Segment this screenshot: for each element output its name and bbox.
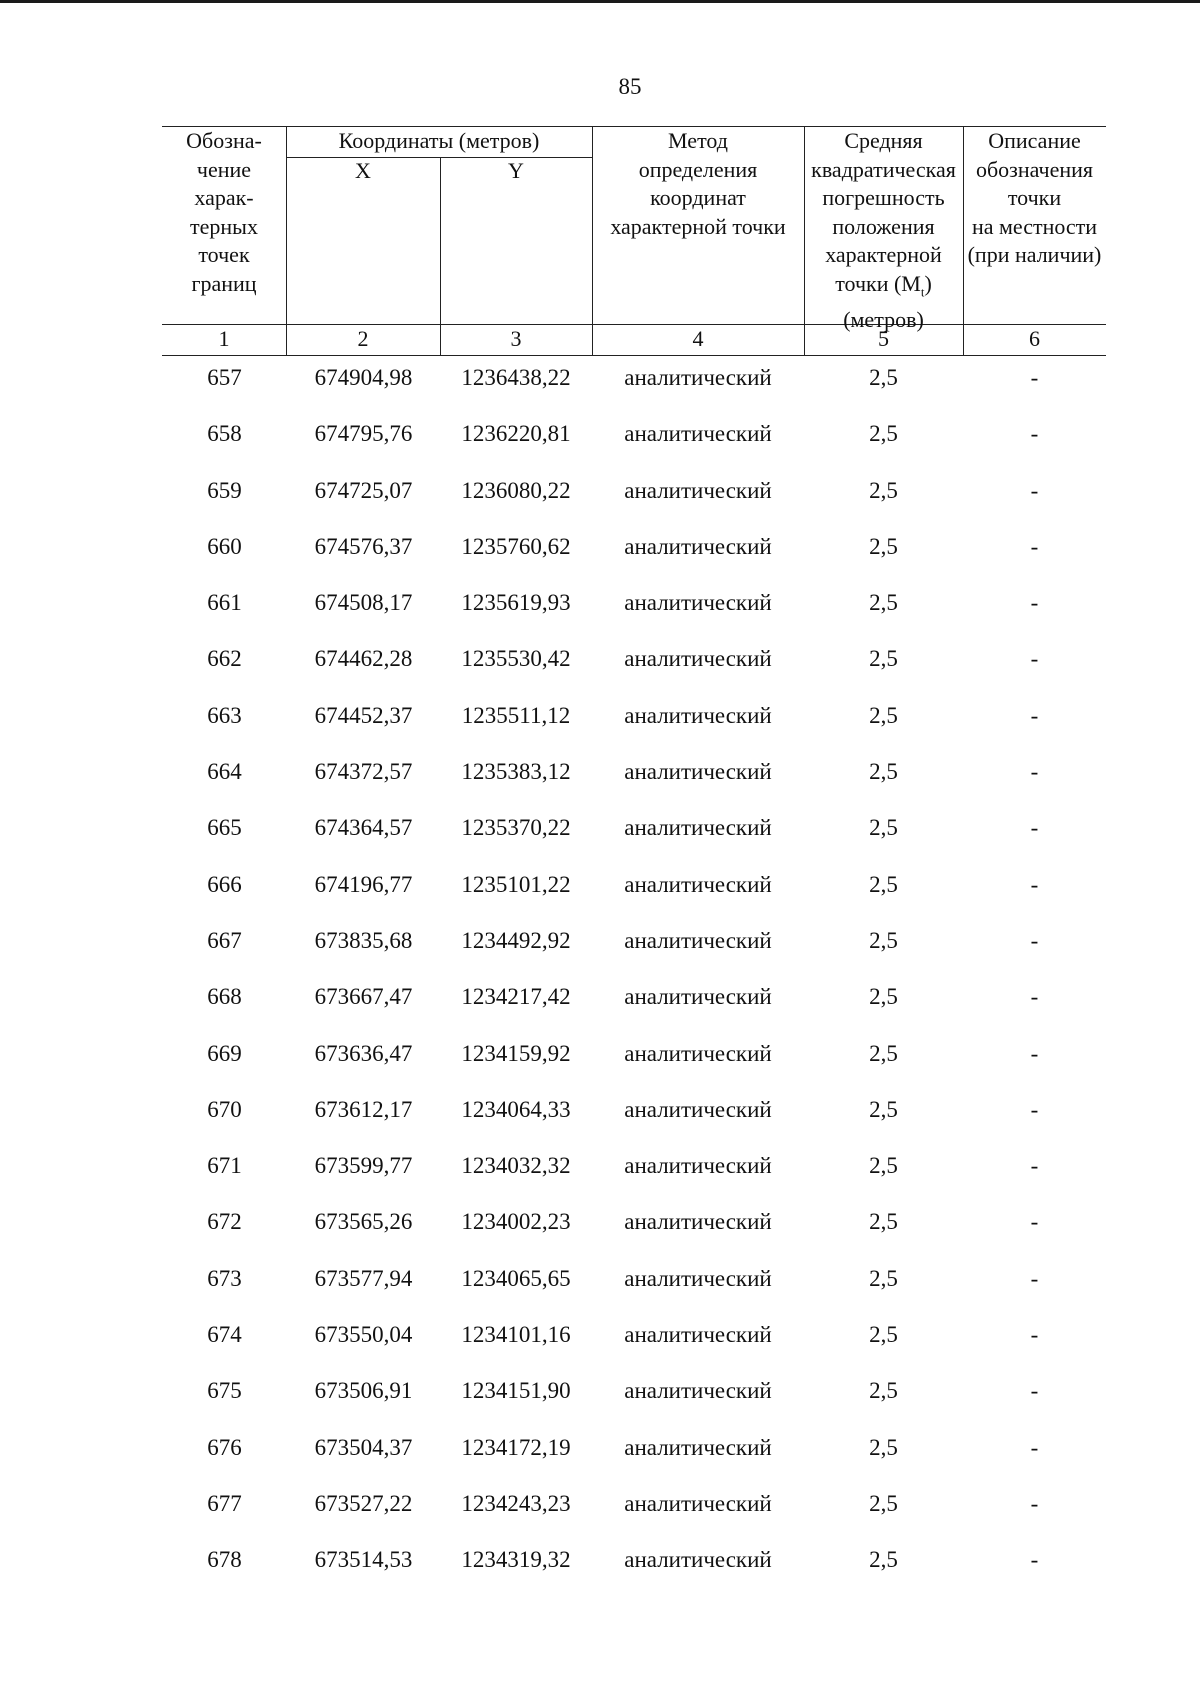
cell-description: - — [1030, 365, 1039, 390]
cell-coord-y: 1235101,22 — [461, 871, 571, 897]
cell-error: 2,5 — [869, 927, 898, 953]
cell-coord-x: 673527,22 — [314, 1490, 413, 1516]
cell-point-id: 658 — [207, 421, 242, 447]
cell-coord-y: 1236220,81 — [461, 421, 571, 447]
cell-point-id: 660 — [207, 533, 242, 559]
cell-coord-y: 1234032,32 — [461, 1153, 571, 1179]
table-row — [162, 690, 1106, 746]
cell-error: 2,5 — [869, 871, 898, 897]
cell-coord-y: 1234101,16 — [461, 1322, 571, 1348]
table-row — [162, 633, 1106, 689]
cell-coord-x: 674795,76 — [314, 421, 413, 447]
cell-error: 2,5 — [869, 1153, 898, 1179]
cell-description: - — [1030, 1322, 1039, 1348]
table-row — [162, 746, 1106, 802]
cell-error: 2,5 — [869, 590, 898, 616]
cell-coord-y: 1235760,62 — [461, 533, 571, 559]
table-row — [162, 802, 1106, 858]
cell-point-id: 663 — [207, 702, 242, 728]
cell-error: 2,5 — [869, 1209, 898, 1235]
cell-description: - — [1030, 1153, 1039, 1179]
cell-point-id: 665 — [207, 815, 242, 841]
header-description: Описание обозначения точки на местности (при наличии) — [967, 128, 1102, 267]
cell-description: - — [1030, 646, 1039, 672]
cell-description: - — [1030, 1490, 1039, 1516]
cell-coord-y: 1234064,33 — [461, 1096, 571, 1122]
cell-point-id: 671 — [207, 1153, 242, 1179]
cell-coord-y: 1235370,22 — [461, 815, 571, 841]
cell-method: аналитический — [624, 590, 772, 616]
cell-description: - — [1030, 1547, 1039, 1573]
cell-coord-x: 673565,26 — [314, 1209, 413, 1235]
cell-coord-x: 674508,17 — [314, 590, 413, 616]
cell-point-id: 673 — [207, 1265, 242, 1291]
table-row — [162, 971, 1106, 1027]
cell-coord-x: 673599,77 — [314, 1153, 413, 1179]
cell-method: аналитический — [624, 759, 772, 785]
table-row — [162, 521, 1106, 577]
header-method: Метод определения координат характерной точки — [610, 128, 786, 239]
cell-coord-x: 673506,91 — [314, 1378, 413, 1404]
cell-point-id: 670 — [207, 1096, 242, 1122]
cell-method: аналитический — [624, 1209, 772, 1235]
header-num-4: 4 — [692, 326, 704, 351]
table-row — [162, 1196, 1106, 1252]
cell-error: 2,5 — [869, 1547, 898, 1573]
cell-description: - — [1030, 590, 1039, 616]
table-row — [162, 1028, 1106, 1084]
header-num-3: 3 — [510, 326, 522, 351]
cell-description: - — [1030, 1209, 1039, 1235]
cell-error: 2,5 — [869, 646, 898, 672]
cell-error: 2,5 — [869, 1040, 898, 1066]
table-row — [162, 352, 1106, 408]
cell-method: аналитический — [624, 1547, 772, 1573]
cell-method: аналитический — [624, 871, 772, 897]
cell-method: аналитический — [624, 702, 772, 728]
table-row — [162, 1309, 1106, 1365]
cell-method: аналитический — [624, 477, 772, 503]
table-row — [162, 1534, 1106, 1590]
cell-method: аналитический — [624, 1434, 772, 1460]
cell-coord-y: 1235511,12 — [461, 702, 571, 728]
cell-coord-x: 673514,53 — [314, 1547, 413, 1573]
cell-point-id: 661 — [207, 590, 242, 616]
cell-coord-y: 1234159,92 — [461, 1040, 571, 1066]
cell-description: - — [1030, 702, 1039, 728]
cell-coord-x: 674576,37 — [314, 533, 413, 559]
cell-description: - — [1030, 984, 1039, 1010]
cell-coord-x: 673667,47 — [314, 984, 413, 1010]
cell-coord-y: 1234172,19 — [461, 1434, 571, 1460]
cell-error: 2,5 — [869, 1434, 898, 1460]
cell-coord-x: 673636,47 — [314, 1040, 413, 1066]
cell-error: 2,5 — [869, 759, 898, 785]
table-body — [162, 352, 1106, 1591]
cell-point-id: 674 — [207, 1322, 242, 1348]
header-point-designation: Обозна- чение харак- терных точек границ — [186, 128, 262, 296]
cell-coord-y: 1234151,90 — [461, 1378, 571, 1404]
cell-coord-x: 673612,17 — [314, 1096, 413, 1122]
cell-coord-y: 1234492,92 — [461, 927, 571, 953]
header-num-6: 6 — [1029, 326, 1040, 351]
cell-description: - — [1030, 1096, 1039, 1122]
header-coordinates-group: Координаты (метров) — [338, 128, 540, 153]
cell-description: - — [1030, 477, 1039, 503]
cell-description: - — [1030, 871, 1039, 897]
cell-description: - — [1030, 1378, 1039, 1404]
cell-error: 2,5 — [869, 815, 898, 841]
cell-description: - — [1030, 1434, 1039, 1460]
cell-point-id: 657 — [207, 365, 242, 390]
cell-point-id: 664 — [207, 759, 242, 785]
table-row — [162, 1253, 1106, 1309]
page-number: 85 — [618, 74, 642, 99]
cell-error: 2,5 — [869, 1490, 898, 1516]
header-x: X — [355, 158, 371, 183]
cell-coord-x: 673835,68 — [314, 927, 413, 953]
cell-method: аналитический — [624, 1040, 772, 1066]
cell-coord-x: 674196,77 — [314, 871, 413, 897]
header-num-5: 5 — [878, 326, 889, 351]
table-row — [162, 1140, 1106, 1196]
cell-method: аналитический — [624, 1378, 772, 1404]
table-row — [162, 465, 1106, 521]
cell-description: - — [1030, 927, 1039, 953]
cell-coord-x: 674462,28 — [314, 646, 413, 672]
cell-coord-x: 673550,04 — [314, 1322, 413, 1348]
cell-coord-x: 674725,07 — [314, 477, 413, 503]
cell-error: 2,5 — [869, 421, 898, 447]
table-row — [162, 408, 1106, 464]
header-y: Y — [508, 158, 524, 183]
page-top-border — [0, 0, 1200, 3]
cell-description: - — [1030, 421, 1039, 447]
cell-method: аналитический — [624, 1096, 772, 1122]
cell-error: 2,5 — [869, 984, 898, 1010]
cell-description: - — [1030, 1040, 1039, 1066]
cell-point-id: 675 — [207, 1378, 242, 1404]
cell-method: аналитический — [624, 365, 772, 390]
cell-coord-x: 673577,94 — [314, 1265, 413, 1291]
cell-error: 2,5 — [869, 477, 898, 503]
cell-point-id: 659 — [207, 477, 242, 503]
table-row — [162, 1478, 1106, 1534]
table-row — [162, 915, 1106, 971]
cell-coord-y: 1236438,22 — [461, 365, 571, 390]
cell-coord-y: 1234243,23 — [461, 1490, 571, 1516]
cell-coord-y: 1234002,23 — [461, 1209, 571, 1235]
cell-method: аналитический — [624, 646, 772, 672]
cell-coord-x: 674904,98 — [314, 365, 413, 390]
table-row — [162, 859, 1106, 915]
cell-coord-y: 1234217,42 — [461, 984, 571, 1010]
cell-error: 2,5 — [869, 533, 898, 559]
cell-coord-y: 1234065,65 — [461, 1265, 571, 1291]
cell-point-id: 678 — [207, 1547, 242, 1573]
header-num-2: 2 — [357, 326, 369, 351]
cell-error: 2,5 — [869, 1265, 898, 1291]
cell-method: аналитический — [624, 421, 772, 447]
cell-method: аналитический — [624, 815, 772, 841]
cell-coord-x: 674364,57 — [314, 815, 413, 841]
cell-method: аналитический — [624, 533, 772, 559]
cell-description: - — [1030, 1265, 1039, 1291]
table-row — [162, 1084, 1106, 1140]
cell-error: 2,5 — [869, 1096, 898, 1122]
table-header — [162, 126, 1106, 356]
header-num-1: 1 — [218, 326, 230, 351]
cell-point-id: 666 — [207, 871, 242, 897]
cell-error: 2,5 — [869, 702, 898, 728]
cell-point-id: 667 — [207, 927, 242, 953]
cell-point-id: 669 — [207, 1040, 242, 1066]
cell-coord-x: 674452,37 — [314, 702, 413, 728]
cell-coord-y: 1235530,42 — [461, 646, 571, 672]
cell-coord-y: 1235619,93 — [461, 590, 571, 616]
cell-method: аналитический — [624, 1322, 772, 1348]
cell-method: аналитический — [624, 927, 772, 953]
cell-description: - — [1030, 533, 1039, 559]
cell-point-id: 672 — [207, 1209, 242, 1235]
cell-point-id: 677 — [207, 1490, 242, 1516]
cell-method: аналитический — [624, 1265, 772, 1291]
cell-description: - — [1030, 815, 1039, 841]
cell-point-id: 676 — [207, 1434, 242, 1460]
cell-point-id: 668 — [207, 984, 242, 1010]
cell-error: 2,5 — [869, 1378, 898, 1404]
cell-error: 2,5 — [869, 1322, 898, 1348]
table-row — [162, 577, 1106, 633]
cell-method: аналитический — [624, 984, 772, 1010]
cell-coord-x: 673504,37 — [314, 1434, 413, 1460]
cell-description: - — [1030, 759, 1039, 785]
cell-coord-y: 1236080,22 — [461, 477, 571, 503]
table-row — [162, 1365, 1106, 1421]
cell-error: 2,5 — [869, 365, 898, 390]
cell-method: аналитический — [624, 1153, 772, 1179]
cell-coord-x: 674372,57 — [314, 759, 413, 785]
cell-coord-y: 1235383,12 — [461, 759, 571, 785]
table-row — [162, 1422, 1106, 1478]
cell-method: аналитический — [624, 1490, 772, 1516]
header-mean-square-error: Средняя квадратическая погрешность положения характерной точки $(M_t)$ (метров) — [811, 128, 956, 333]
cell-point-id: 662 — [207, 646, 242, 672]
cell-coord-y: 1234319,32 — [461, 1547, 571, 1573]
